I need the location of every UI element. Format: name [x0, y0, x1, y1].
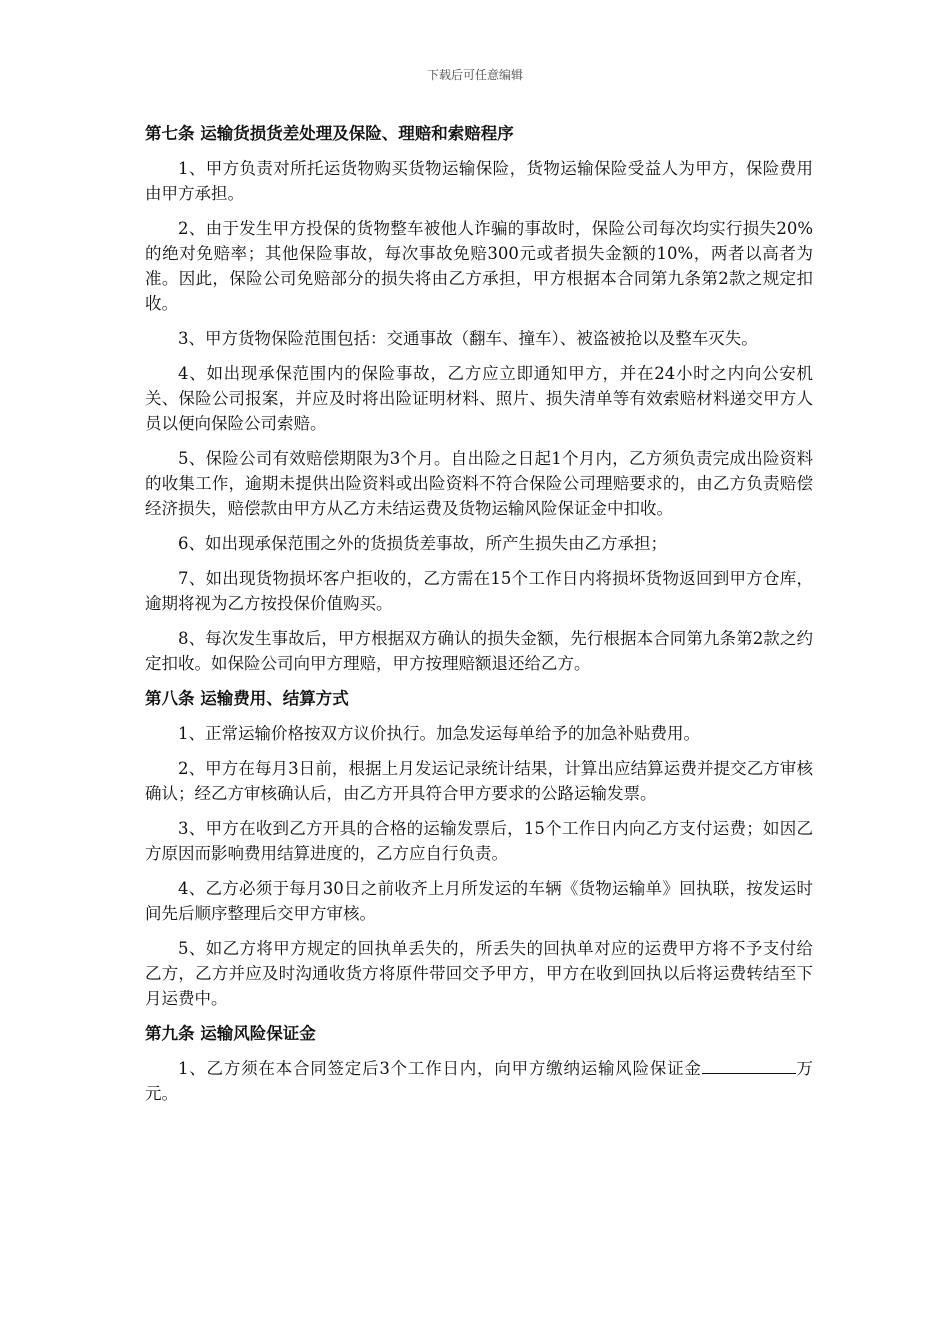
paragraph: 4、乙方必须于每月30日之前收齐上月所发运的车辆《货物运输单》回执联，按发运时间先后顺序整理后交甲方审核。: [145, 879, 813, 923]
section-heading-7: 第七条 运输货损货差处理及保险、理赔和索赔程序: [145, 124, 514, 143]
section-heading-9: 第九条 运输风险保证金: [145, 1024, 316, 1043]
paragraph: 1、甲方负责对所托运货物购买货物运输保险，货物运输保险受益人为甲方，保险费用由甲方承担。: [145, 159, 813, 203]
fill-in-blank: [702, 1057, 796, 1074]
paragraph: [145, 1056, 813, 1106]
paragraph: 1、正常运输价格按双方议价执行。加急发运每单给予的加急补贴费用。: [178, 724, 700, 743]
paragraph: 2、由于发生甲方投保的货物整车被他人诈骗的事故时，保险公司每次均实行损失20%的绝对免赔率；其他保险事故，每次事故免赔300元或者损失金额的10%，两者以高者为准。因此，保险公司免赔部分的损失将由乙方承担，甲方根据本合同第九条第2款之规定扣收。: [145, 219, 813, 313]
page-header: 下载后可任意编辑: [426, 68, 523, 82]
paragraph: 6、如出现承保范围之外的货损货差事故，所产生损失由乙方承担；: [178, 534, 667, 553]
paragraph: 8、每次发生事故后，甲方根据双方确认的损失金额，先行根据本合同第九条第2款之约定扣收。如保险公司向甲方理赔，甲方按理赔额退还给乙方。: [145, 629, 813, 673]
paragraph: 5、保险公司有效赔偿期限为3个月。自出险之日起1个月内，乙方须负责完成出险资料的收集工作，逾期未提供出险资料或出险资料不符合保险公司理赔要求的，由乙方负责赔偿经济损失，赔偿款由甲方从乙方未结运费及货物运输风险保证金中扣收。: [145, 449, 813, 518]
paragraph: 4、如出现承保范围内的保险事故，乙方应立即通知甲方，并在24小时之内向公安机关、保险公司报案，并应及时将出险证明材料、照片、损失清单等有效索赔材料递交甲方人员以便向保险公司索赔。: [145, 364, 813, 433]
paragraph-text: 万元。: [145, 1059, 813, 1103]
document-body: [145, 121, 813, 1106]
paragraph: 3、甲方货物保险范围包括：交通事故（翻车、撞车）、被盗被抢以及整车灭失。: [178, 329, 758, 348]
paragraph: 5、如乙方将甲方规定的回执单丢失的，所丢失的回执单对应的运费甲方将不予支付给乙方，乙方并应及时沟通收货方将原件带回交予甲方，甲方在收到回执以后将运费转结至下月运费中。: [145, 939, 813, 1008]
paragraph: 7、如出现货物损坏客户拒收的，乙方需在15个工作日内将损坏货物返回到甲方仓库，逾期将视为乙方按投保价值购买。: [145, 569, 813, 613]
paragraph: 3、甲方在收到乙方开具的合格的运输发票后，15个工作日内向乙方支付运费；如因乙方原因而影响费用结算进度的，乙方应自行负责。: [145, 819, 813, 863]
section-heading-8: 第八条 运输费用、结算方式: [145, 689, 349, 708]
paragraph-text: 1、乙方须在本合同签定后3个工作日内，向甲方缴纳运输风险保证金: [178, 1059, 702, 1078]
paragraph: 2、甲方在每月3日前，根据上月发运记录统计结果，计算出应结算运费并提交乙方审核确认；经乙方审核确认后，由乙方开具符合甲方要求的公路运输发票。: [145, 759, 813, 803]
